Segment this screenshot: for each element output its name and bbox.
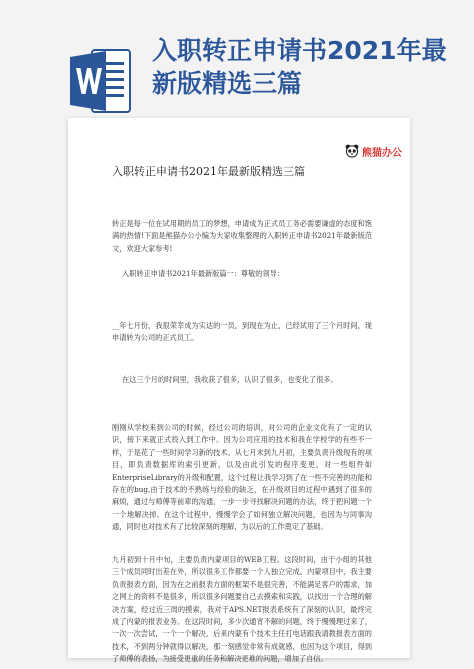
paragraph-summary: 在这三个月的时间里，我收获了很多，认识了很多，也变化了很多。: [122, 375, 338, 384]
page-title: 入职转正申请书2021年最新版精选三篇: [152, 36, 447, 98]
panda-icon: [345, 144, 359, 158]
word-icon: [70, 48, 132, 114]
paragraph-training: 刚刚从学校来到公司的时候，经过公司的培训，对公司的企业文化有了一定的认识，接下来就正式投入到工作中。因为公司应用的技术和我在学校学的有些不一样，于是花了一些时间学习新的技术。从七月末到九月初，主要负责升级现有的项目，即负责数据库的索引更新，以及由此引发的程序变更，对一些组件如EnterpriseLibrary的升级和配置，这个过程让我学习到了在一些不完善的功能和存在的bug,由于技术的不熟练与经验的缺乏，在升级项目的过程中遇到了很多的麻烦，通过与师傅等前辈的沟通，一步一步寻找解决问题的办法，终于把问题一个一个地解决掉。在这个过程中，慢慢学会了如何独立解决问题，也因为与同事沟通，同时也对技术有了比较深刻的理解，为以后的工作奠定了基础。: [112, 423, 372, 532]
paragraph-intro: 转正是每一位在试用期的员工的梦想，申请成为正式员工务必需要谦虚的态度和饱满的热情!下面是熊猫办公小编为大家收集整理的入职转正申请书2021年最新版范文，欢迎大家参考!: [112, 219, 372, 253]
document-title: 入职转正申请书2021年最新版精选三篇: [112, 165, 305, 178]
paragraph-opening: __年七月份，我很荣幸成为实达的一员，到现在为止，已经试用了三个月时间，现申请转为公司的正式员工。: [112, 321, 372, 343]
brand-name: 熊猫办公: [362, 147, 402, 159]
paragraph-salutation: 入职转正申请书2021年最新版篇一：尊敬的领导：: [122, 269, 285, 278]
brand-logo: [345, 144, 402, 158]
document-page: [68, 118, 410, 664]
page-header: [0, 0, 474, 118]
paragraph-project: 九月初到十月中旬，主要负责内蒙项目的WEB工程。这段时间，由于小组的其他三个成员同时出差在外，所以很多工作都要一个人独立完成。内蒙项目中，我主要负责报表方面，因为在之前报表方面的框架不是很完善，不能满足客户的需求，加之网上的资料不是很多，所以很多问题要自己去摸索和实践，以找出一个合理的解决方案，经过近三周的摸索，我对于APS.NET报表系统有了深刻的认识，最终完成了内蒙的报表业务。在这段时间，多少次通宵不解的问题，终于慢慢理过来了，一次一次尝试，一个一个解决，后来内蒙有个技术主任打电话跟我请教报表方面的技术，不到两分钟就得以解决，那一刻感觉非常有成就感，也因为这个项目，得到了师傅的表扬，为接受更重的任务和解决更难的问题，增加了自信。: [112, 555, 372, 664]
